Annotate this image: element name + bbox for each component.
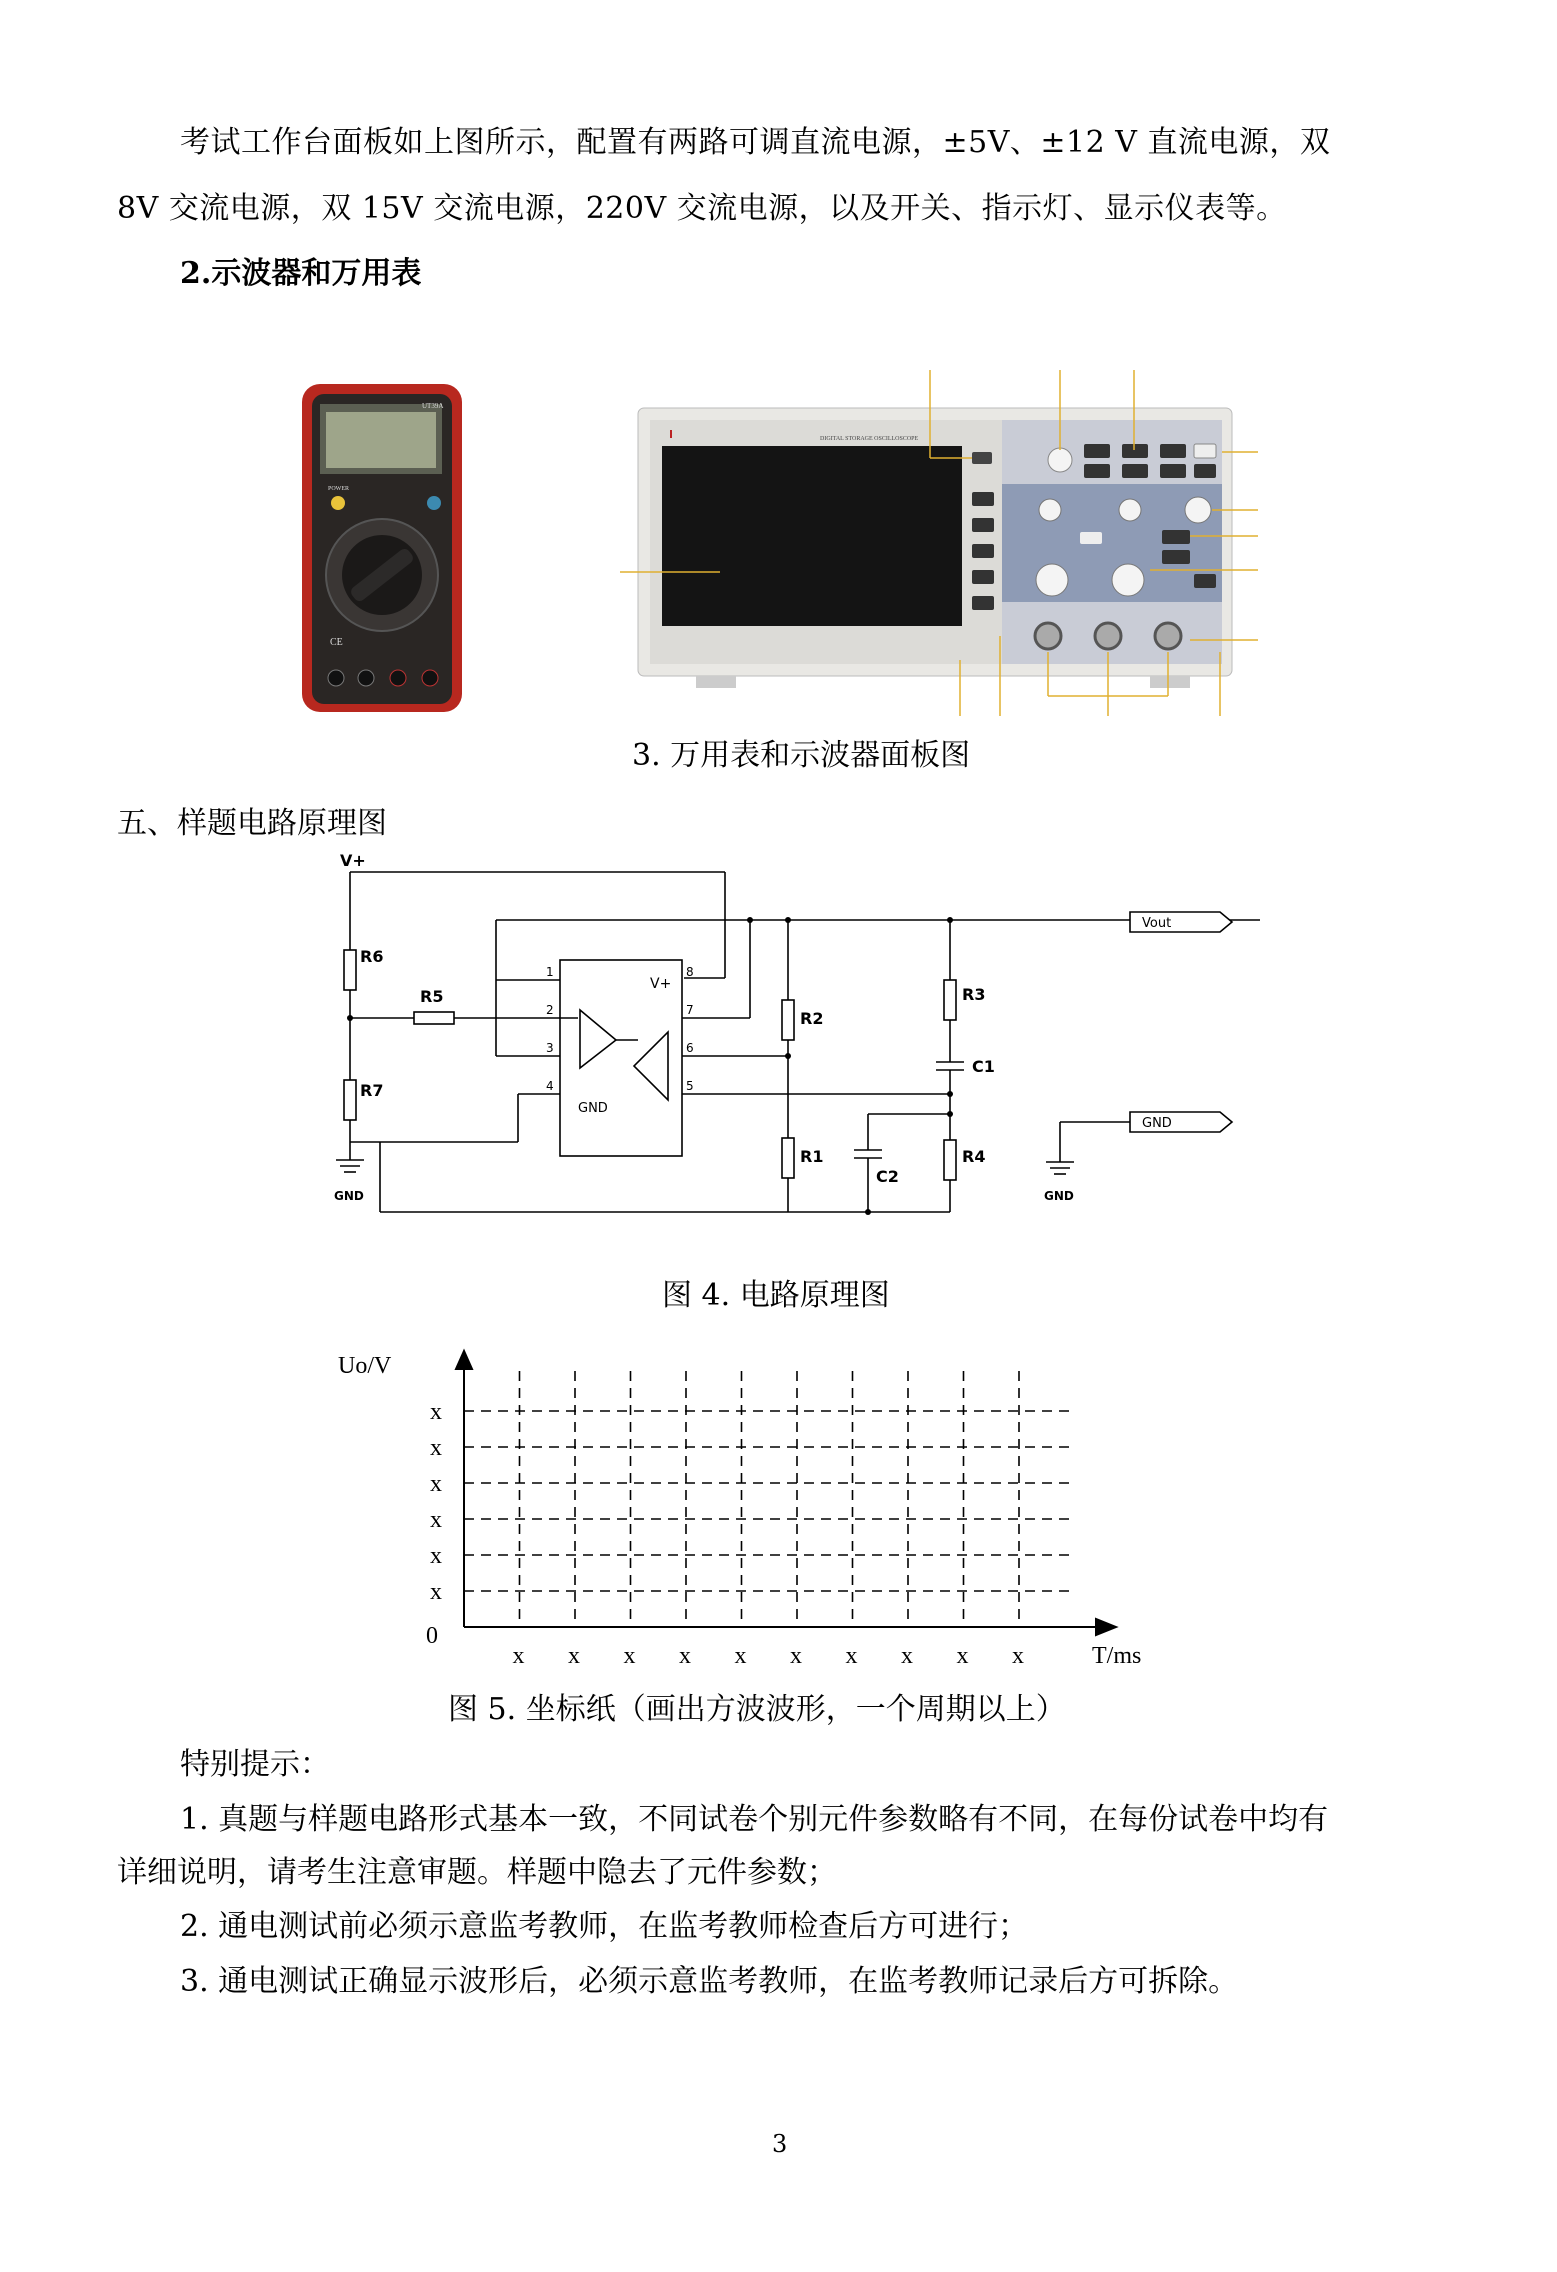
r1-label: R1 — [800, 1147, 824, 1166]
r3-label: R3 — [962, 985, 986, 1004]
y-tick-label: x — [430, 1435, 442, 1461]
c1-label: C1 — [972, 1057, 995, 1076]
pin-4: 4 — [546, 1079, 554, 1093]
page-number: 3 — [772, 2130, 788, 2158]
figure-3-caption: 3. 万用表和示波器面板图 — [632, 738, 971, 773]
pin-1: 1 — [546, 965, 554, 979]
c2-label: C2 — [876, 1167, 899, 1186]
x-tick-label: x — [623, 1643, 636, 1669]
origin-label: 0 — [426, 1623, 438, 1649]
note-2: 2. 通电测试前必须示意监考教师，在监考教师检查后方可进行； — [180, 1909, 1029, 1944]
x-tick-label: x — [568, 1643, 580, 1669]
x-tick-label: x — [1012, 1643, 1024, 1669]
y-tick-label: x — [430, 1399, 442, 1425]
x-tick-label: x — [734, 1643, 747, 1669]
r6-label: R6 — [360, 947, 384, 966]
r7-label: R7 — [360, 1081, 384, 1100]
gnd-right-label: GND — [1044, 1189, 1074, 1203]
intro-line-2: 8V 交流电源，双 15V 交流电源，220V 交流电源，以及开关、指示灯、显示仪表等。 — [117, 191, 1287, 226]
pin-5: 5 — [686, 1079, 694, 1093]
gnd-tag: GND — [1142, 1116, 1172, 1131]
section-heading-schematic: 五、样题电路原理图 — [117, 806, 387, 841]
multimeter-oscilloscope-figure — [290, 360, 1270, 720]
y-tick-label: x — [430, 1507, 442, 1533]
pin-6: 6 — [686, 1041, 694, 1055]
pin-2: 2 — [546, 1003, 554, 1017]
x-tick-label: x — [845, 1643, 858, 1669]
y-tick-label: x — [430, 1471, 442, 1497]
section-heading-oscilloscope-multimeter: 2.示波器和万用表 — [180, 256, 422, 291]
oscilloscope-image — [638, 408, 1232, 688]
resistor-r6 — [344, 950, 356, 990]
x-tick-label: x — [790, 1643, 802, 1669]
r5-label: R5 — [420, 987, 444, 1006]
gnd-left-label: GND — [334, 1189, 364, 1203]
multimeter-power-label: POWER — [328, 486, 349, 492]
notes-heading: 特别提示： — [180, 1747, 330, 1782]
multimeter-image — [302, 384, 462, 712]
note-1-line-1: 1. 真题与样题电路形式基本一致，不同试卷个别元件参数略有不同，在每份试卷中均有 — [180, 1802, 1329, 1837]
r2-label: R2 — [800, 1009, 824, 1028]
oscilloscope-brand-label: DIGITAL STORAGE OSCILLOSCOPE — [820, 436, 919, 442]
vout-tag: Vout — [1142, 916, 1172, 931]
x-axis-label: T/ms — [1092, 1643, 1142, 1669]
x-tick-label: x — [901, 1643, 913, 1669]
circuit-schematic — [320, 850, 1260, 1230]
vplus-label: V+ — [340, 851, 366, 870]
figure-4-caption: 图 4. 电路原理图 — [662, 1278, 890, 1313]
ce-mark: CE — [330, 637, 343, 648]
coordinate-grid — [330, 1345, 1160, 1685]
note-3: 3. 通电测试正确显示波形后，必须示意监考教师，在监考教师记录后方可拆除。 — [180, 1964, 1239, 1999]
chip-vplus-label: V+ — [650, 976, 672, 992]
note-1-line-2: 详细说明，请考生注意审题。样题中隐去了元件参数； — [117, 1855, 837, 1890]
x-tick-label: x — [512, 1643, 525, 1669]
x-tick-label: x — [956, 1643, 969, 1669]
pin-3: 3 — [546, 1041, 554, 1055]
y-tick-label: x — [430, 1543, 442, 1569]
pin-7: 7 — [686, 1003, 694, 1017]
pin-8: 8 — [686, 965, 694, 979]
chip-gnd-label: GND — [578, 1101, 608, 1116]
figure-5-caption: 图 5. 坐标纸（画出方波波形，一个周期以上） — [448, 1692, 1066, 1727]
multimeter-model-label: UT39A — [422, 402, 444, 410]
y-tick-label: x — [430, 1579, 442, 1605]
r4-label: R4 — [962, 1147, 986, 1166]
intro-line-1: 考试工作台面板如上图所示，配置有两路可调直流电源，±5V、±12 V 直流电源，双 — [180, 125, 1331, 160]
x-tick-label: x — [679, 1643, 691, 1669]
y-axis-label: Uo/V — [338, 1353, 392, 1379]
